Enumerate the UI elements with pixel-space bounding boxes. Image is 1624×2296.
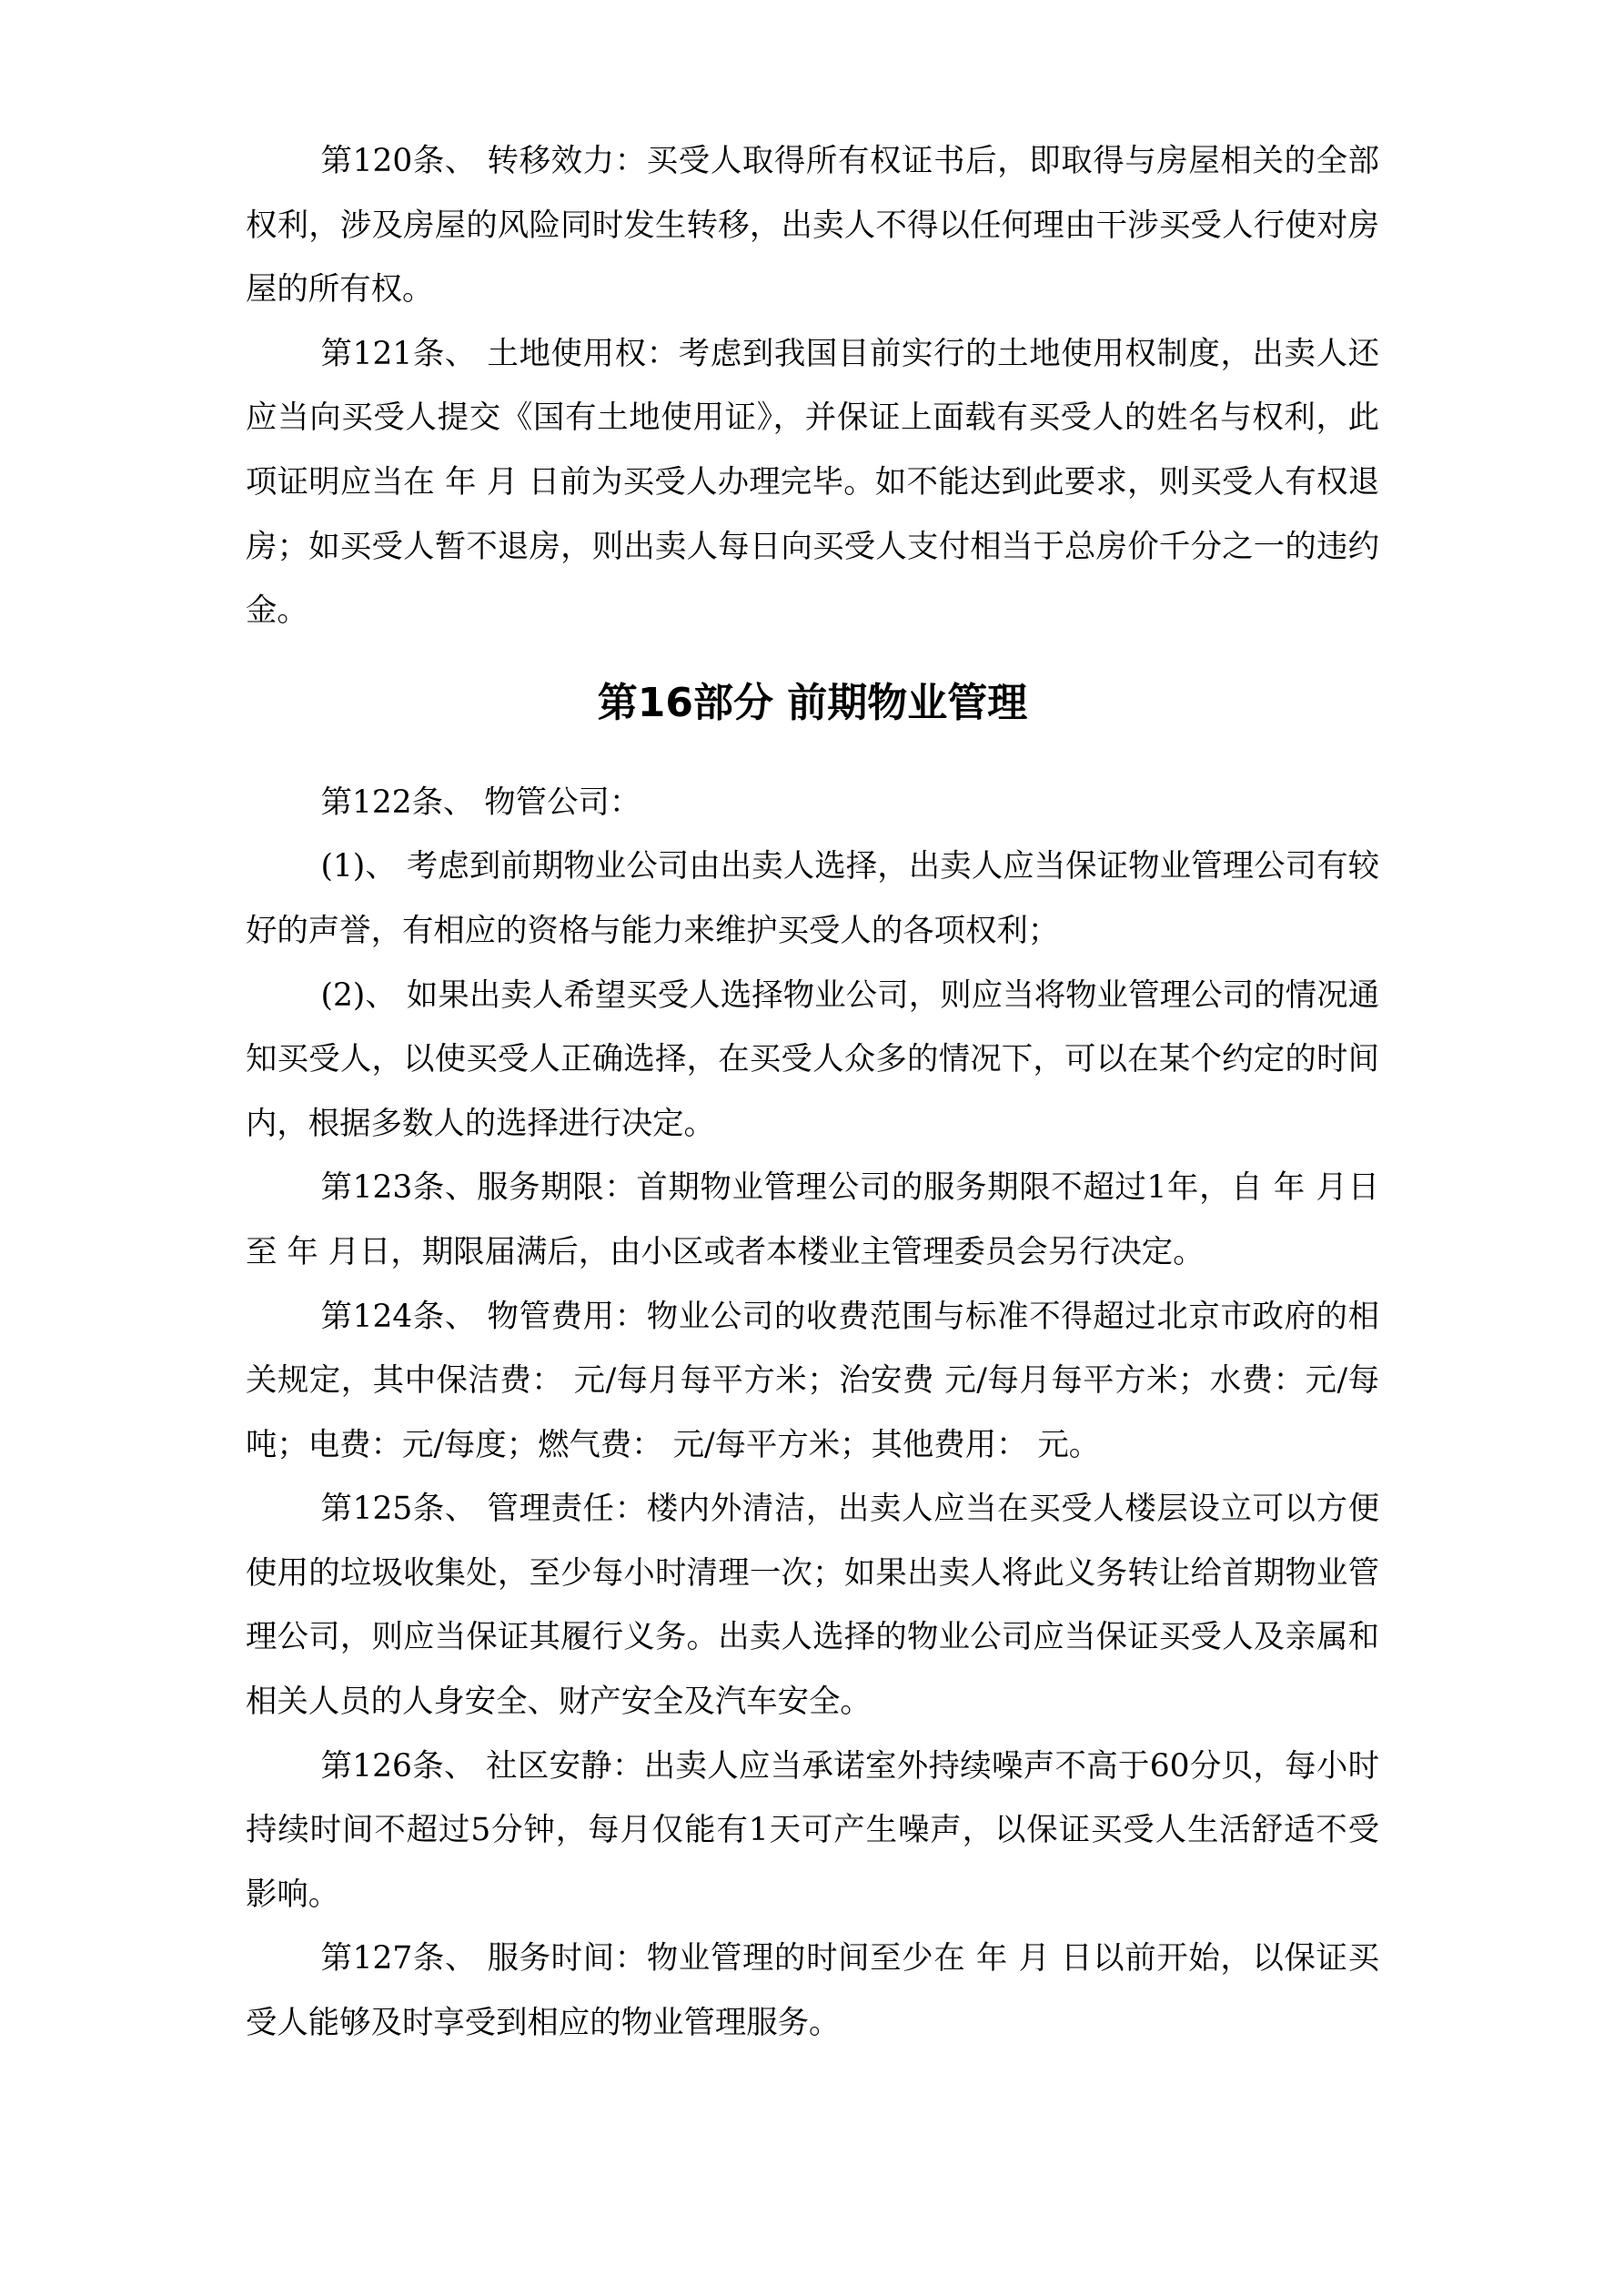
- article-126: 第126条、 社区安静：出卖人应当承诺室外持续噪声不高于60分贝，每小时持续时间不超过5分钟，每月仅能有1天可产生噪声，以保证买受人生活舒适不受影响。: [246, 1747, 1379, 1913]
- article-120: 第120条、 转移效力：买受人取得所有权证书后，即取得与房屋相关的全部权利，涉及房屋的风险同时发生转移，出卖人不得以任何理由干涉买受人行使对房屋的所有权。: [246, 143, 1379, 308]
- article-124: 第124条、 物管费用：物业公司的收费范围与标准不得超过北京市政府的相关规定，其中保洁费： 元/每月每平方米；治安费 元/每月每平方米；水费：元/每吨；电费：元/每度；燃气费： 元/每平方米；其他费用： 元。: [246, 1298, 1379, 1463]
- document-page: [246, 129, 1379, 2056]
- article-122-item-2: (2)、 如果出卖人希望买受人选择物业公司，则应当将物业管理公司的情况通知买受人，以使买受人正确选择，在买受人众多的情况下，可以在某个约定的时间内，根据多数人的选择进行决定。: [246, 976, 1379, 1142]
- article-121: 第121条、 土地使用权：考虑到我国目前实行的土地使用权制度，出卖人还应当向买受人提交《国有土地使用证》，并保证上面载有买受人的姓名与权利，此项证明应当在 年 月 日前为买受人办理完毕。如不能达到此要求，则买受人有权退房；如买受人暂不退房，则出卖人每日向买受人支付相当于总房价千分之一的违约金。: [246, 335, 1379, 630]
- article-122: 第122条、 物管公司：: [320, 784, 641, 821]
- article-123: 第123条、服务期限：首期物业管理公司的服务期限不超过1年，自 年 月日至 年 月日，期限届满后，由小区或者本楼业主管理委员会另行决定。: [246, 1169, 1379, 1270]
- article-122-item-1: (1)、 考虑到前期物业公司由出卖人选择，出卖人应当保证物业管理公司有较好的声誉，有相应的资格与能力来维护买受人的各项权利；: [246, 848, 1379, 949]
- article-127: 第127条、 服务时间：物业管理的时间至少在 年 月 日以前开始，以保证买受人能够及时享受到相应的物业管理服务。: [246, 1940, 1379, 2042]
- section-heading: 第16部分 前期物业管理: [597, 679, 1028, 726]
- article-125: 第125条、 管理责任：楼内外清洁，出卖人应当在买受人楼层设立可以方便使用的垃圾收集处，至少每小时清理一次；如果出卖人将此义务转让给首期物业管理公司，则应当保证其履行义务。出卖人选择的物业公司应当保证买受人及亲属和相关人员的人身安全、财产安全及汽车安全。: [246, 1491, 1379, 1721]
